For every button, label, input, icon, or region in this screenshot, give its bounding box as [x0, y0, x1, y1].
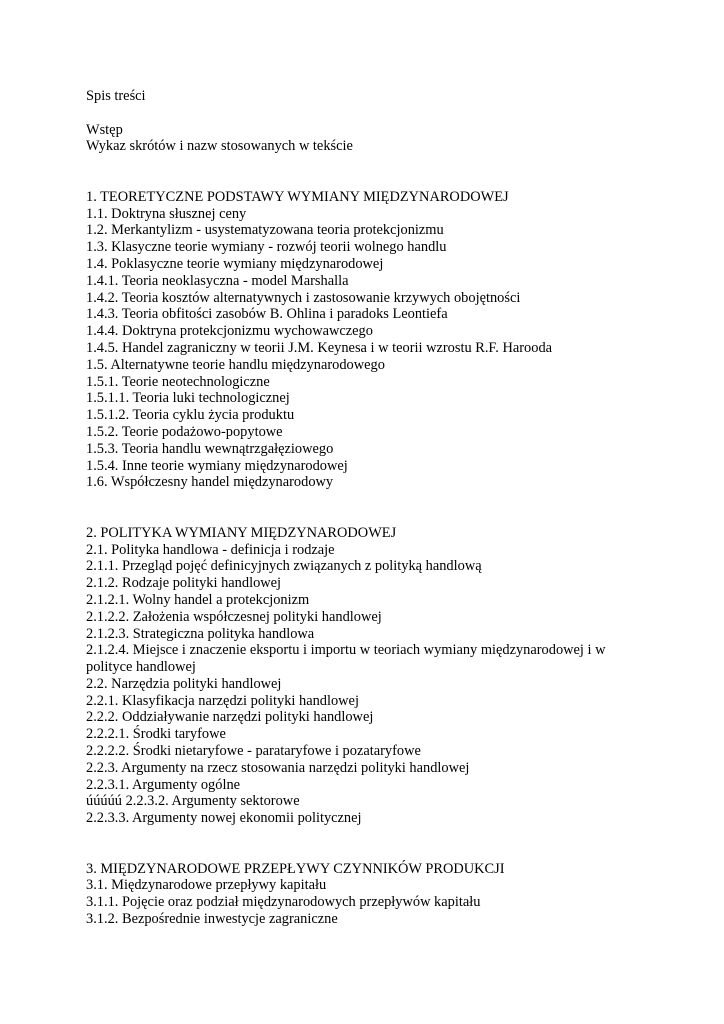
toc-entry: 1.4.2. Teoria kosztów alternatywnych i zastosowanie krzywych obojętności — [86, 289, 521, 306]
toc-entry: 2.2.1. Klasyfikacja narzędzi polityki handlowej — [86, 692, 359, 709]
toc-entry: úúúúú 2.2.3.2. Argumenty sektorowe — [86, 793, 300, 810]
toc-sections — [86, 189, 686, 928]
toc-entry: 2.2.3.3. Argumenty nowej ekonomii politycznej — [86, 810, 362, 827]
toc-entry: polityce handlowej — [86, 659, 196, 676]
toc-entry: 2.2. Narzędzia polityki handlowej — [86, 675, 282, 692]
toc-entry: 1.4. Poklasyczne teorie wymiany międzynarodowej — [86, 255, 384, 272]
document-page — [86, 88, 686, 928]
toc-entry: 2.2.2.1. Środki taryfowe — [86, 726, 226, 743]
toc-entry: 1.5.2. Teorie podażowo-popytowe — [86, 423, 283, 440]
toc-entry: 2.1. Polityka handlowa - definicja i rodzaje — [86, 541, 335, 558]
toc-entry: 2.2.2. Oddziaływanie narzędzi polityki handlowej — [86, 709, 374, 726]
toc-entry: 2.1.2.2. Założenia współczesnej polityki handlowej — [86, 608, 382, 625]
toc-entry: 1.4.5. Handel zagraniczny w teorii J.M. Keynesa i w teorii wzrostu R.F. Harooda — [86, 339, 553, 356]
toc-section-1 — [86, 189, 686, 491]
toc-entry: 1.5.1.2. Teoria cyklu życia produktu — [86, 407, 295, 424]
toc-entry: 2.2.3. Argumenty na rzecz stosowania narzędzi polityki handlowej — [86, 759, 470, 776]
toc-entry: 2.1.2.1. Wolny handel a protekcjonizm — [86, 591, 310, 608]
toc-entry: 3.1.1. Pojęcie oraz podział międzynarodowych przepływów kapitału — [86, 894, 481, 911]
toc-entry: 1.6. Współczesny handel międzynarodowy — [86, 474, 334, 491]
toc-entry: 2.1.2.4. Miejsce i znaczenie eksportu i importu w teoriach wymiany międzynarodowej i w — [86, 642, 606, 659]
toc-entry: 1.1. Doktryna słusznej ceny — [86, 205, 247, 222]
toc-entry: 1.5.3. Teoria handlu wewnątrzgałęziowego — [86, 440, 334, 457]
toc-section-3 — [86, 861, 686, 928]
toc-entry: 1.2. Merkantylizm - usystematyzowana teoria protekcjonizmu — [86, 222, 444, 239]
toc-entry: 1.4.4. Doktryna protekcjonizmu wychowawczego — [86, 323, 373, 340]
toc-chapter-heading: 1. TEORETYCZNE PODSTAWY WYMIANY MIĘDZYNARODOWEJ — [86, 188, 509, 205]
toc-entry: 1.4.1. Teoria neoklasyczna - model Marshalla — [86, 272, 349, 289]
toc-entry: 1.3. Klasyczne teorie wymiany - rozwój teorii wolnego handlu — [86, 239, 447, 256]
toc-entry: 1.5.1. Teorie neotechnologiczne — [86, 373, 270, 390]
toc-entry: 1.5.4. Inne teorie wymiany międzynarodowej — [86, 457, 348, 474]
toc-entry: 3.1. Międzynarodowe przepływy kapitału — [86, 877, 327, 894]
toc-chapter-heading: 3. MIĘDZYNARODOWE PRZEPŁYWY CZYNNIKÓW PRODUKCJI — [86, 860, 505, 877]
toc-intro-line: Wykaz skrótów i nazw stosowanych w tekście — [86, 138, 353, 155]
toc-entry: 1.4.3. Teoria obfitości zasobów B. Ohlina i paradoks Leontiefa — [86, 306, 448, 323]
toc-title: Spis treści — [86, 88, 146, 104]
toc-entry: 2.2.3.1. Argumenty ogólne — [86, 776, 241, 793]
toc-entry: 2.1.2. Rodzaje polityki handlowej — [86, 575, 282, 592]
toc-entry: 1.5.1.1. Teoria luki technologicznej — [86, 390, 290, 407]
toc-intro-line: Wstęp — [86, 121, 123, 138]
toc-entry: 2.1.1. Przegląd pojęć definicyjnych związanych z polityką handlową — [86, 558, 482, 575]
toc-entry: 2.2.2.2. Środki nietaryfowe - parataryfowe i pozataryfowe — [86, 743, 421, 760]
toc-entry: 2.1.2.3. Strategiczna polityka handlowa — [86, 625, 315, 642]
toc-entry: 3.1.2. Bezpośrednie inwestycje zagraniczne — [86, 911, 338, 928]
toc-entry: 1.5. Alternatywne teorie handlu międzynarodowego — [86, 356, 385, 373]
toc-section-2 — [86, 525, 686, 827]
toc-chapter-heading: 2. POLITYKA WYMIANY MIĘDZYNARODOWEJ — [86, 524, 397, 541]
